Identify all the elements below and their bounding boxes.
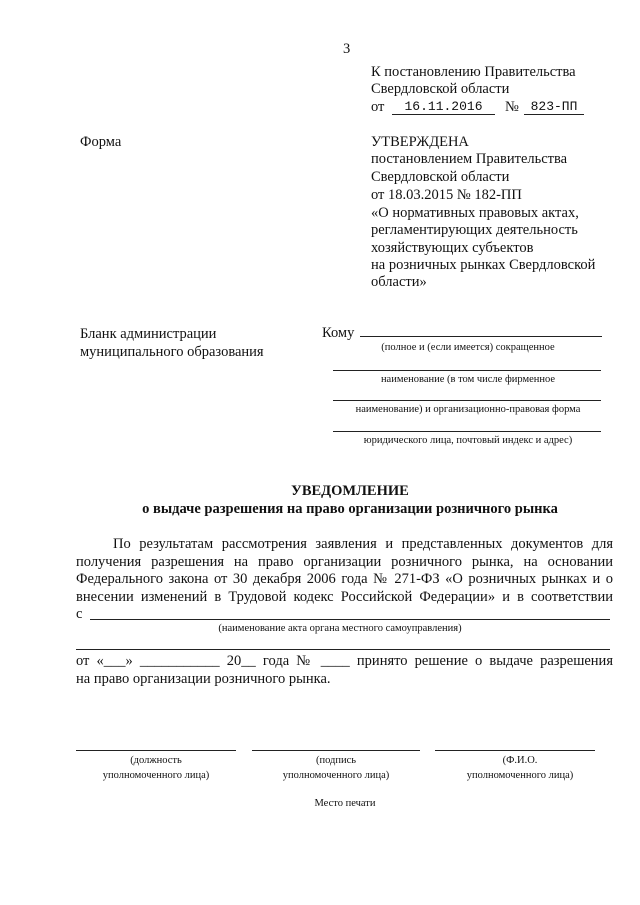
header-date: 16.11.2016 — [392, 99, 495, 115]
decision-line: от «___» ___________ 20__ года № ____ принято решение о выдаче разрешения — [76, 653, 613, 669]
page-number: 3 — [343, 41, 351, 57]
signature-hint-name: (Ф.И.О. — [502, 755, 538, 766]
addressee-hint: наименование (в том числе фирменное — [380, 374, 556, 385]
addressee-line — [360, 336, 602, 337]
approved-line: от 18.03.2015 № 182-ПП — [371, 187, 522, 203]
header-resolution-line: К постановлению Правительства — [371, 64, 576, 80]
act-hint: (наименование акта органа местного самоуправления) — [218, 623, 462, 634]
addressee-hint: наименование) и организационно-правовая форма — [355, 404, 581, 415]
notice-title: УВЕДОМЛЕНИЕ — [291, 483, 409, 499]
signature-line-sign — [252, 750, 420, 751]
signature-hint-sign-2: уполномоченного лица) — [282, 770, 390, 781]
approved-line: Свердловской области — [371, 169, 510, 185]
approved-title: УТВЕРЖДЕНА — [371, 134, 469, 150]
header-number: 823-ПП — [524, 99, 584, 115]
body-line: получения разрешения на право организации розничного рынка, на основании — [76, 554, 613, 570]
approved-line: на розничных рынках Свердловской — [371, 257, 596, 273]
approved-line: регламентирующих деятельность — [371, 222, 578, 238]
decision-line-2: на право организации розничного рынка. — [76, 671, 331, 687]
signature-hint-sign: (подпись — [315, 755, 357, 766]
addressee-line — [333, 400, 601, 401]
to-label: Кому — [322, 325, 355, 341]
body-line: внесении изменений в Трудовой кодекс Российской Федерации» и в соответствии — [76, 589, 613, 605]
notice-subtitle: о выдаче разрешения на право организации розничного рынка — [142, 501, 558, 517]
header-from-label: от — [371, 99, 385, 115]
approved-line: области» — [371, 274, 427, 290]
blank-label: Бланк администрации — [80, 326, 217, 342]
body-line: Федерального закона от 30 декабря 2006 года № 271-ФЗ «О розничных рынках и о — [76, 571, 613, 587]
addressee-hint: юридического лица, почтовый индекс и адрес) — [363, 435, 573, 446]
approved-line: постановлением Правительства — [371, 151, 568, 167]
header-region-line: Свердловской области — [371, 81, 510, 97]
addressee-hint: (полное и (если имеется) сокращенное — [381, 342, 555, 353]
approved-line: «О нормативных правовых актах, — [371, 205, 579, 221]
stamp-place: Место печати — [314, 798, 376, 809]
act-line-2 — [76, 649, 610, 650]
blank-label-2: муниципального образования — [80, 344, 264, 360]
signature-hint-name-2: уполномоченного лица) — [466, 770, 574, 781]
body-with-label: с — [76, 606, 83, 622]
signature-hint-position-2: уполномоченного лица) — [102, 770, 210, 781]
signature-line-position — [76, 750, 236, 751]
form-label: Форма — [80, 134, 122, 150]
act-line — [90, 619, 610, 620]
body-line: По результатам рассмотрения заявления и представленных документов для — [113, 536, 613, 552]
addressee-line — [333, 431, 601, 432]
header-number-label: № — [505, 99, 519, 115]
signature-hint-position: (должность — [130, 755, 182, 766]
approved-line: хозяйствующих субъектов — [371, 240, 534, 256]
addressee-line — [333, 370, 601, 371]
signature-line-name — [435, 750, 595, 751]
